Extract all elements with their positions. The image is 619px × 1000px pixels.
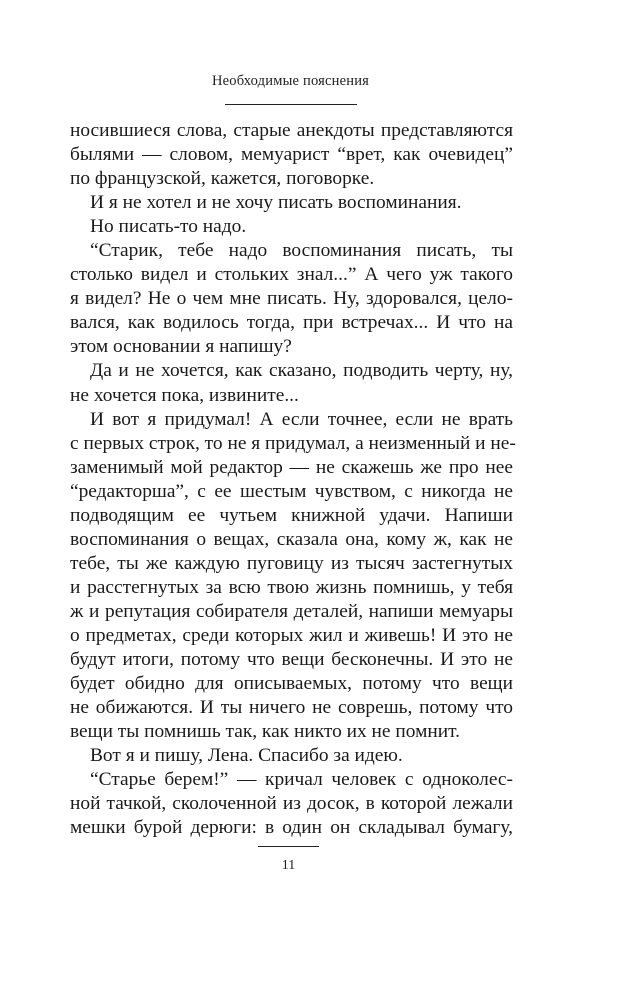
- text-line: мешки бурой дерюги: в один он складывал бумагу,: [70, 817, 513, 839]
- text-line: не хочется пока, извините...: [70, 384, 299, 406]
- text-line: о предметах, среди которых жил и живешь! И это не: [70, 624, 513, 646]
- text-line: вещи ты помнишь так, как никто их не помнит.: [70, 721, 460, 743]
- text-line: и расстегнутых за всю твою жизнь помнишь, у тебя: [70, 576, 513, 598]
- text-line: вался, как водилось тогда, при встречах... И что на: [70, 312, 513, 334]
- text-line: воспоминания о вещах, сказала она, кому ж, как не: [70, 528, 513, 550]
- text-line: носившиеся слова, старые анекдоты представляются: [70, 120, 513, 141]
- text-line: заменимый мой редактор — не скажешь же про нее: [70, 456, 513, 478]
- text-line: “Старик, тебе надо воспоминания писать, ты: [90, 240, 513, 262]
- text-line: былями — словом, мемуарист “врет, как очевидец”: [70, 144, 513, 166]
- text-line: я видел? Не о чем мне писать. Ну, здоровался, цело-: [70, 288, 513, 310]
- text-line: “Старье берем!” — кричал человек с одноколес-: [90, 769, 513, 791]
- text-line: будет обидно для описываемых, потому что вещи: [70, 673, 513, 695]
- text-line: “редакторша”, с ее шестым чувством, с никогда не: [70, 480, 513, 502]
- text-line: будут итоги, потому что вещи бесконечны. И это не: [70, 649, 513, 671]
- text-line: по французской, кажется, поговорке.: [70, 168, 375, 190]
- text-line: Вот я и пишу, Лена. Спасибо за идею.: [90, 745, 403, 767]
- text-line: Но писать-то надо.: [90, 216, 247, 238]
- text-line: столько видел и стольких знал...” А чего уж такого: [70, 264, 513, 286]
- text-line: этом основании я напишу?: [70, 336, 292, 358]
- text-line: И я не хотел и не хочу писать воспоминания.: [90, 192, 462, 214]
- page-number: 11: [281, 858, 296, 873]
- text-line: не обижаются. И ты ничего не соврешь, потому что: [70, 697, 513, 719]
- text-line: тебе, ты же каждую пуговицу из тысяч застегнутых: [70, 552, 513, 574]
- footer-rule: [258, 846, 319, 847]
- body-text: [70, 119, 516, 840]
- text-line: с первых строк, то не я придумал, а неизменный и не-: [70, 432, 516, 454]
- text-line: ной тачкой, сколоченной из досок, в которой лежали: [70, 793, 513, 815]
- running-head: Необходимые пояснения: [211, 73, 370, 89]
- text-line: И вот я придумал! А если точнее, если не врать: [90, 408, 513, 430]
- text-line: подводящим ее чутьем книжной удачи. Напиши: [70, 504, 513, 526]
- running-head-rule: [225, 104, 357, 105]
- text-line: ж и репутация собирателя деталей, напиши мемуары: [70, 600, 513, 622]
- text-line: Да и не хочется, как сказано, подводить черту, ну,: [90, 360, 513, 382]
